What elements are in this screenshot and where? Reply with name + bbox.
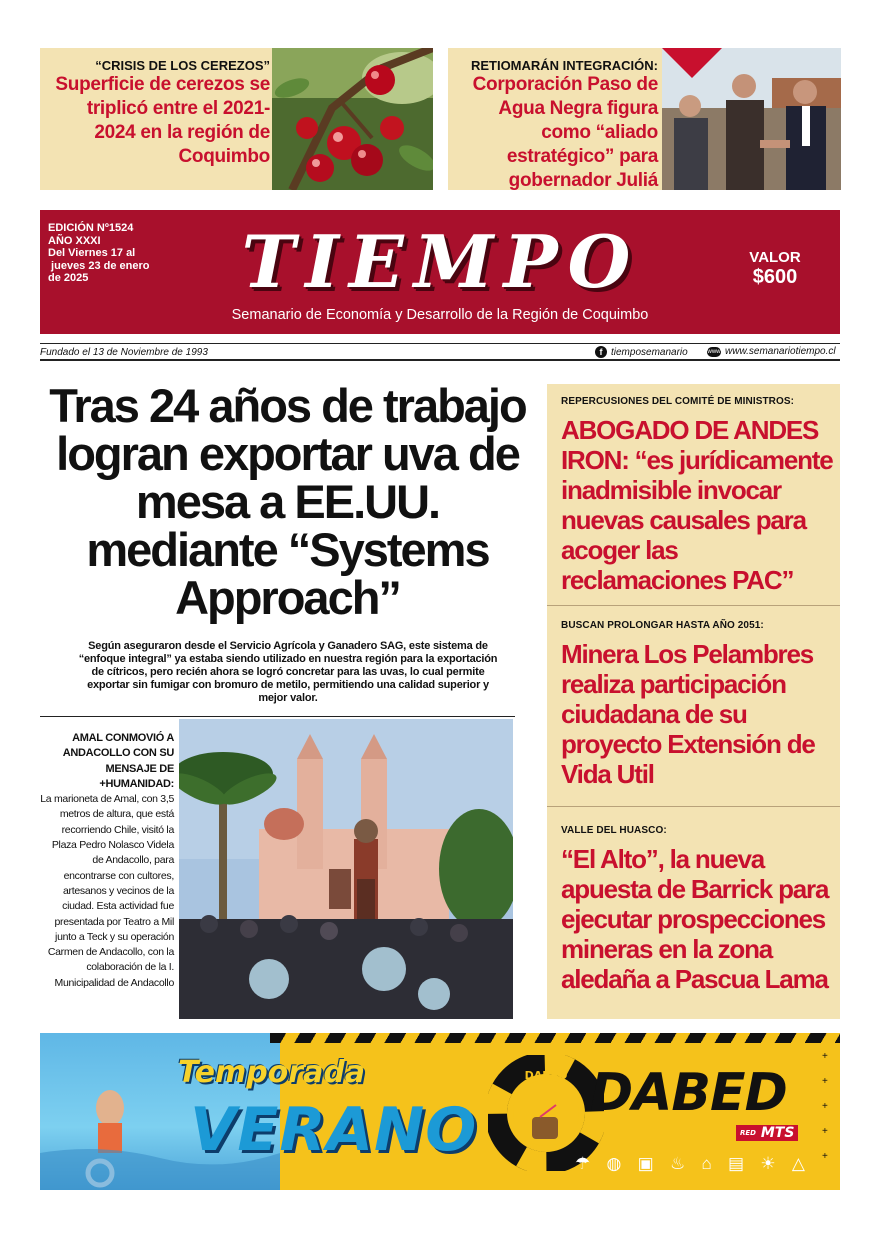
teaser-agua-negra-text xyxy=(454,58,658,190)
edition-line: de 2025 xyxy=(48,272,89,284)
plus-icon: + xyxy=(822,1051,828,1062)
dabed-sub-logo xyxy=(736,1125,798,1141)
teaser-cherries[interactable] xyxy=(40,48,433,190)
edition-line: EDICIÓN Nº1524 xyxy=(48,222,134,234)
price-box xyxy=(730,250,820,288)
masthead xyxy=(40,210,840,334)
edition-line: jueves 23 de enero xyxy=(48,259,150,272)
divider xyxy=(547,605,840,606)
side-story-headline[interactable]: “El Alto”, la nueva apuesta de Barrick para ejecutar prospecciones mineras en la zona aledaña a Pascua Lama xyxy=(561,844,829,994)
plus-icon: + xyxy=(822,1101,828,1112)
dabed-logo[interactable]: DABED xyxy=(590,1063,787,1123)
newspaper-logo[interactable]: TIEMPO xyxy=(241,219,641,304)
divider xyxy=(547,806,840,807)
photo-kicker: AMAL CONMOVIÓ A ANDACOLLO CON SU MENSAJE DE +HUMANIDAD: xyxy=(62,732,174,790)
teaser-agua-negra[interactable] xyxy=(448,48,841,190)
teaser-cherries-text xyxy=(50,58,270,169)
ad-line2: VERANO xyxy=(190,1095,478,1165)
facebook-icon: f xyxy=(595,346,607,358)
amal-puppet-plaza-photo xyxy=(179,719,513,1019)
side-story-kicker: REPERCUSIONES DEL COMITÉ DE MINISTROS: xyxy=(561,396,795,407)
price-label: VALOR xyxy=(749,249,801,266)
edition-line: AÑO XXXI xyxy=(48,234,101,247)
cherries-photo xyxy=(272,48,433,190)
plus-icon: + xyxy=(822,1126,828,1137)
side-story[interactable] xyxy=(561,396,833,595)
social-link[interactable] xyxy=(595,346,688,358)
photo-body: La marioneta de Amal, con 3,5 metros de altura, que está recorriendo Chile, visitó la Plaza Pedro Nolasco Videla de Andacollo, para encontrarse con cultores, artesanos y vecinos de la ciudad. Esta actividad fue presentada por Teatro a Mil junto a Teck y su operación Carmen de Andacollo, con la colaboración de la I. Municipalidad de Andacollo xyxy=(40,793,174,989)
mts-label: MTS xyxy=(760,1125,795,1141)
gift-icon: ▣ xyxy=(637,1154,654,1173)
hazard-stripes xyxy=(270,1033,840,1043)
price-value: $600 xyxy=(752,266,798,288)
parasol-icon: ☀ xyxy=(760,1154,776,1173)
grill-icon: ♨ xyxy=(669,1154,686,1173)
side-story-kicker: BUSCAN PROLONGAR HASTA AÑO 2051: xyxy=(561,620,764,631)
product-icons xyxy=(575,1154,805,1174)
website-url[interactable]: www.semanariotiempo.cl xyxy=(725,346,836,357)
chair-icon: ⌂ xyxy=(701,1154,712,1173)
teaser-kicker: RETIOMARÁN INTEGRACIÓN: xyxy=(470,58,658,73)
plus-icon: + xyxy=(822,1151,828,1162)
officials-handshake-photo xyxy=(662,48,841,190)
social-handle[interactable]: tiemposemanario xyxy=(611,346,688,358)
plus-icon: + xyxy=(822,1076,828,1087)
founded-date: Fundado el 13 de Noviembre de 1993 xyxy=(40,347,208,358)
lead-summary: Según aseguraron desde el Servicio Agrícola y Ganadero SAG, este sistema de “enfoque integral” ya estaba siendo utilizado en nuestra región para la exportación de cítricos, pero recién ahora se logró concretar para las uvas, lo cual permite exportar sin fumigar con bromuro de metilo, permitiendo una calidad superior y mejor valor. xyxy=(78,640,498,704)
side-story-headline[interactable]: Minera Los Pelambres realiza participación ciudadana de su proyecto Extensión de Vida Util xyxy=(561,639,815,789)
umbrella-icon: ☂ xyxy=(575,1154,591,1173)
teaser-headline[interactable]: Corporación Paso de Agua Negra figura como “aliado estratégico” para gobernador Juliá xyxy=(472,74,658,190)
info-strip xyxy=(40,343,840,361)
side-column xyxy=(547,384,840,1019)
lead-headline[interactable]: Tras 24 años de trabajo logran exportar uva de mesa a EE.UU. mediante “Systems Approach” xyxy=(49,379,526,624)
edition-line: Del Viernes 17 al xyxy=(48,247,136,259)
website-link[interactable] xyxy=(707,346,836,357)
edition-info xyxy=(48,222,168,285)
side-story-kicker: VALLE DEL HUASCO: xyxy=(561,825,667,836)
teaser-headline[interactable]: Superficie de cerezos se triplicó entre el 2021-2024 en la región de Coquimbo xyxy=(55,74,270,167)
decor-plus xyxy=(822,1051,828,1162)
float-icon: ◍ xyxy=(606,1154,622,1173)
ring-label: DABED xyxy=(524,1069,568,1082)
photo-story[interactable] xyxy=(40,716,515,1018)
cooler-icon: ▤ xyxy=(728,1154,745,1173)
side-story-headline[interactable]: ABOGADO DE ANDES IRON: “es jurídicamente inadmisible invocar nuevas causales para acoger las reclamaciones PAC” xyxy=(561,415,833,595)
photo-caption xyxy=(40,731,174,991)
side-story[interactable] xyxy=(561,620,833,789)
ad-line1: Temporada xyxy=(178,1055,366,1090)
dabed-advertisement[interactable] xyxy=(40,1033,840,1190)
web-icon: www xyxy=(707,348,721,355)
tent-icon: △ xyxy=(791,1154,805,1173)
teaser-kicker: “CRISIS DE LOS CEREZOS” xyxy=(95,58,270,73)
mts-prefix: RED xyxy=(740,1129,756,1137)
side-story[interactable] xyxy=(561,825,833,994)
tagline: Semanario de Economía y Desarrollo de la Región de Coquimbo xyxy=(231,307,649,323)
